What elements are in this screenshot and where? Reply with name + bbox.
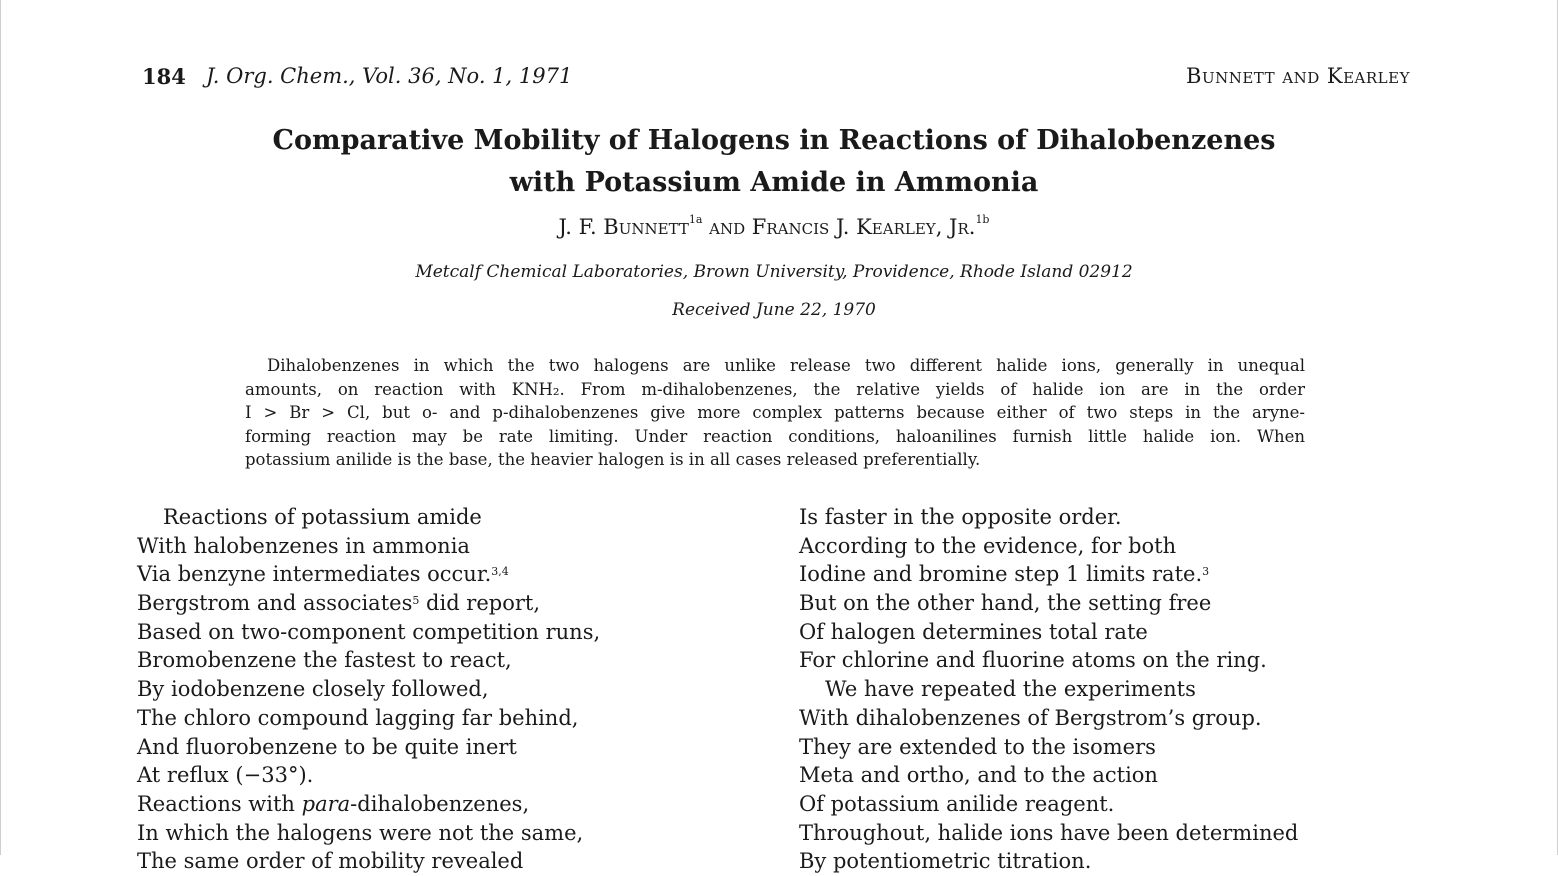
abstract-line: amounts, on reaction with KNH₂. From m-dihalobenzenes, the relative yields of halide ion are in the order <box>245 379 1305 399</box>
body-line-text: Iodine and bromine step 1 limits rate. <box>799 562 1203 587</box>
body-line: Of halogen determines total rate <box>799 619 1148 644</box>
running-header <box>142 64 1410 96</box>
body-line: Of potassium anilide reagent. <box>799 791 1115 816</box>
abstract-line: I > Br > Cl, but o- and p-dihalobenzenes give more complex patterns because either of two steps in the aryne- <box>245 403 1305 422</box>
running-authors: Bunnett and Kearley <box>1186 64 1410 88</box>
body-line <box>137 589 600 618</box>
abstract <box>245 354 1305 472</box>
body-line <box>137 560 600 589</box>
reference-superscript: 3,4 <box>491 565 509 579</box>
body-line-tail: did report, <box>419 591 541 616</box>
byline-conjunction: and <box>709 215 746 239</box>
body-line: With dihalobenzenes of Bergstrom’s group. <box>799 705 1262 730</box>
title-line-2: with Potassium Amide in Ammonia <box>509 167 1039 198</box>
author-1-footnote: 1a <box>688 213 703 226</box>
left-column <box>137 503 600 876</box>
body-line-text: Via benzyne intermediates occur. <box>137 562 492 587</box>
reference-superscript: 5 <box>412 594 420 608</box>
body-line: The same order of mobility revealed <box>137 849 524 874</box>
body-line <box>137 790 600 819</box>
body-line: Reactions of potassium amide <box>163 505 482 529</box>
body-line: With halobenzenes in ammonia <box>137 533 470 558</box>
body-line-text: Bergstrom and associates <box>137 591 413 616</box>
body-line: For chlorine and fluorine atoms on the ring. <box>799 648 1267 673</box>
body-line: The chloro compound lagging far behind, <box>137 705 579 730</box>
body-line: Based on two-component competition runs, <box>137 619 601 644</box>
body-line: In which the halogens were not the same, <box>137 820 584 845</box>
abstract-line: forming reaction may be rate limiting. Under reaction conditions, haloanilines furnish little halide ion. When <box>245 426 1305 446</box>
body-line: Bromobenzene the fastest to react, <box>137 648 512 673</box>
body-line: At reflux (−33°). <box>137 763 314 788</box>
body-line-tail: -dihalobenzenes, <box>350 791 530 816</box>
article-title <box>0 120 1548 204</box>
body-line: Throughout, halide ions have been determined <box>799 820 1299 845</box>
abstract-line: Dihalobenzenes in which the two halogens are unlike release two different halide ions, generally in unequal <box>267 356 1305 375</box>
author-2: Francis J. Kearley, Jr. <box>751 215 976 239</box>
body-line: By iodobenzene closely followed, <box>137 677 489 702</box>
body-line: Is faster in the opposite order. <box>799 505 1122 529</box>
body-line: And fluorobenzene to be quite inert <box>137 734 517 759</box>
body-line: By potentiometric titration. <box>799 849 1092 874</box>
received-date: Received June 22, 1970 <box>672 300 876 320</box>
right-column <box>799 503 1298 876</box>
body-line: But on the other hand, the setting free <box>799 591 1212 616</box>
author-1: J. F. Bunnett <box>558 215 689 239</box>
byline <box>0 215 1548 239</box>
body-line: Meta and ortho, and to the action <box>799 763 1158 788</box>
affiliation: Metcalf Chemical Laboratories, Brown University, Providence, Rhode Island 02912 <box>415 262 1133 282</box>
body-line: We have repeated the experiments <box>825 677 1196 702</box>
author-2-footnote: 1b <box>975 213 990 226</box>
body-line <box>799 560 1298 589</box>
abstract-line: potassium anilide is the base, the heavier halogen is in all cases released preferentially. <box>245 450 981 469</box>
journal-citation: J. Org. Chem., Vol. 36, No. 1, 1971 <box>206 64 573 88</box>
page-number: 184 <box>142 64 186 89</box>
italic-term: para <box>301 791 351 816</box>
body-line: They are extended to the isomers <box>799 734 1156 759</box>
body-line-text: Reactions with <box>137 791 302 816</box>
body-line: According to the evidence, for both <box>799 533 1177 558</box>
reference-superscript: 3 <box>1202 565 1210 579</box>
title-line-1: Comparative Mobility of Halogens in Reactions of Dihalobenzenes <box>272 125 1276 156</box>
